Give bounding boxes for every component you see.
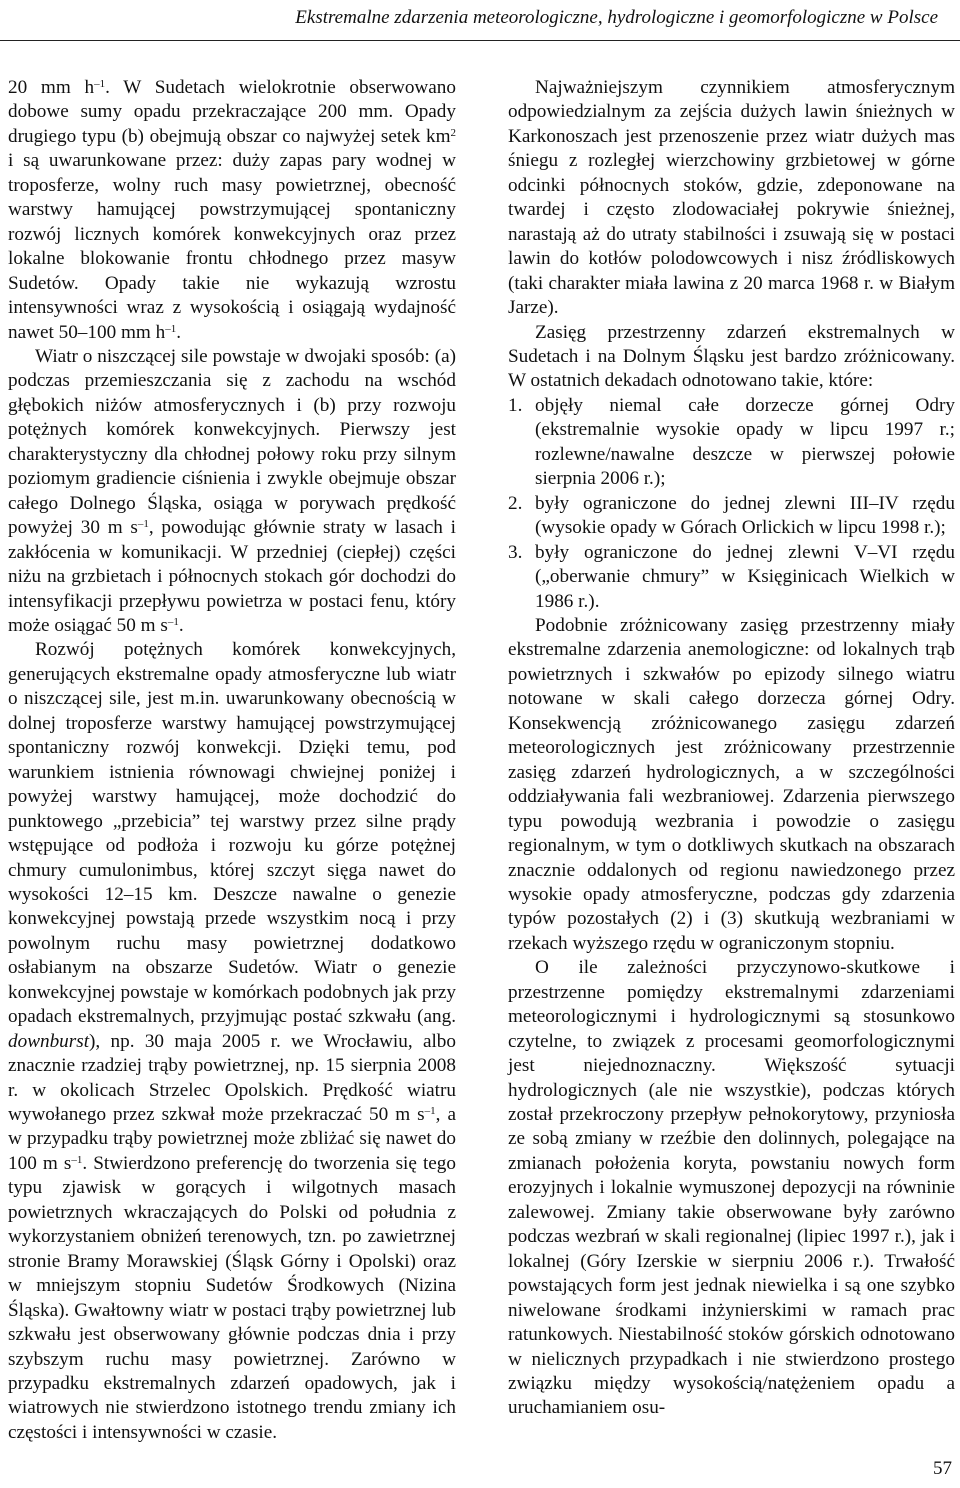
list-number: 1. <box>508 394 523 416</box>
text-run: . Stwierdzono preferencję do tworzenia się tego typu zjawisk w gorących i wilgotnych masach powietrznych wkraczających do Polski od południa z wykorzystaniem obniżeń terenowych, tzn. po zawietrznej stronie Bramy Morawskiej (Śląsk Górny i Opolski) oraz w mniejszym stopniu Sudetów Środkowych (Nizina Śląska). Gwałtowny wiatr w postaci trąby powietrznej lub szkwału jest obserwowany głównie podczas dnia i przy szybszym ruchu masy powietrznej. Zarówno w przypadku ekstremalnych zdarzeń opadowych, jak i wiatrowych nie stwierdzono istotnego trendu zmiany ich częstości i intensywności w czasie. <box>8 1152 456 1443</box>
list-text: objęły niemal całe dorzecze górnej Odry (ekstremalnie wysokie opady w lipcu 1997 r.; rozlewne/nawalne deszcze w pierwszej połowie sierpnia 2006 r.); <box>535 394 955 490</box>
right-column <box>508 76 955 1421</box>
text-run: . <box>178 614 184 636</box>
list-number: 3. <box>508 541 523 563</box>
superscript: –1 <box>137 518 149 531</box>
paragraph-2 <box>8 345 456 638</box>
paragraph-5: Zasięg przestrzenny zdarzeń ekstremalnych w Sudetach i na Dolnym Śląsku jest bardzo zróżnicowany. W ostatnich dekadach odnotowano takie, które: <box>508 321 955 392</box>
superscript: –1 <box>94 78 106 90</box>
list-item <box>508 492 955 541</box>
running-header: Ekstremalne zdarzenia meteorologiczne, hydrologiczne i geomorfologiczne w Polsce <box>295 7 938 28</box>
superscript: –1 <box>424 1105 436 1118</box>
paragraph-4: Najważniejszym czynnikiem atmosferycznym odpowiedzialnym za zejścia dużych lawin śnieżnych w Karkonoszach jest przenoszenie przez wiatr dużych mas śniegu z rozległej wierzchowiny grzbietowej w górne odcinki północnych stoków, gdzie, zdeponowane na twardej i często zlodowaciałej pokrywie śnieżnej, narastają aż do utraty stabilności i zsuwają się w postaci lawin do kotłów polodowcowych i nisz źródliskowych (taki charakter miała lawina z 20 marca 1968 r. w Białym Jarze). <box>508 77 955 319</box>
superscript: –1 <box>167 615 179 628</box>
text-run: . W Sudetach wielokrotnie obserwowano dobowe sumy opadu przekraczające 200 mm. Opady drugiego typu (b) obejmują obszar co najwyżej setek km <box>8 77 456 147</box>
paragraph-1 <box>8 76 456 345</box>
paragraph-3 <box>8 638 456 1445</box>
text-run: 20 mm h <box>8 77 95 98</box>
superscript: –1 <box>71 1153 83 1166</box>
text-run: , a w przypadku trąby powietrznej może zbliżać się nawet do 100 m s <box>8 1104 456 1174</box>
header-rule <box>0 40 960 41</box>
paragraph-7: O ile zależności przyczynowo-skutkowe i przestrzenne pomiędzy ekstremalnymi zdarzeniami meteorologicznymi i hydrologicznymi są stosunkowo czytelne, to związek z procesami geomorfologicznymi jest niejednoznaczny. Większość sytuacji hydrologicznych (ale nie wszystkie), podczas których został przekroczony przepływ pełnokorytowy, przyniosła ze sobą zmiany w rzeźbie den dolinnych, polegające na zmianach położenia koryta, powstaniu nowych form erozyjnych i lokalnie wymuszonej depozycji na równinie zalewowej. Zmiany takie obserwowane były zarówno podczas wezbrań w skali regionalnej (lipiec 1997 r.), jak i lokalnej (Góry Izerskie w sierpniu 2006 r.). Trwałość powstających form jest jednak niewielka i są one szybko niwelowane środkami inżynierskimi w ramach prac ratunkowych. Niestabilność stoków górskich odnotowano w nielicznych przypadkach i nie stwierdzono prostego związku między wysokością/natężeniem opadu a uruchamianiem osu- <box>508 957 955 1419</box>
list-text: były ograniczone do jednej zlewni III–IV rzędu (wysokie opady w Górach Orlickich w lipcu 1998 r.); <box>535 492 955 539</box>
text-run: Rozwój potężnych komórek konwekcyjnych, generujących ekstremalne opady atmosferyczne lub wiatr o niszczącej sile, jest m.in. uwarunkowany obecnością w dolnej troposferze warstwy hamującej powstrzymującej spontaniczny rozwój konwekcji. Dzięki temu, pod warunkiem istnienia równowagi chwiejnej poniżej i powyżej warstwy hamującej, może dochodzić do punktowego „przebicia” tej warstwy przez silne prądy wstępujące od podłoża i rozwoju ku górze potężnej chmury cumulonimbus, której szczyt sięga nawet do wysokości 12–15 km. Deszcze nawalne o genezie konwekcyjnej powstają przede wszystkim nocą i przy powolnym ruchu masy powietrznej dodatkowo osłabianym na obszarze Sudetów. Wiatr o genezie konwekcyjnej powstaje w komórkach podobnych jak przy opadach ekstremalnych, przyjmując postać szkwału (ang. <box>8 639 456 1028</box>
italic-term: downburst <box>8 1030 90 1052</box>
paragraph-6: Podobnie zróżnicowany zasięg przestrzenny miały ekstremalne zdarzenia anemologiczne: od lokalnych trąb powietrznych i szkwałów po epizody silnego wiatru notowane w skali całego dorzecza górnej Odry. Konsekwencją zróżnicowanego zasięgu zdarzeń meteorologicznych jest zróżnicowany przestrzennie zasięg zdarzeń hydrologicznych, a w szczególności oddziaływania fali wezbraniowej. Zdarzenia pierwszego typu powodują wezbrania i powodzie o zasięgu regionalnym, w tym o dotkliwych skutkach na obszarach znacznie oddalonych od regionu nawiedzonego przez wysokie opady atmosferyczne, podczas gdy zdarzenia typów pozostałych (2) i (3) skutkują wezbraniami w rzekach wyższego rzędu w ograniczonym stopniu. <box>508 614 955 954</box>
text-run: Wiatr o niszczącej sile powstaje w dwojaki sposób: (a) podczas przemieszczania się z zachodu na wschód głębokich niżów atmosferycznych i (b) przy rozwoju potężnych komórek konwekcyjnych. Pierwszy jest charakterystyczny dla chłodnej połowy roku przy silnym poziomym gradiencie ciśnienia i zwykle obejmuje obszar całego Dolnego Śląska, osiąga w porywach prędkość powyżej 30 m s <box>8 345 456 539</box>
superscript: 2 <box>450 126 456 139</box>
text-run: i są uwarunkowane przez: duży zapas pary wodnej w troposferze, wolny ruch masy powietrznej, obecność warstwy hamującej powstrzymującej spontaniczny rozwój licznych komórek konwekcyjnych oraz przez lokalne blokowanie frontu chłodnego przez masyw Sudetów. Opady takie nie wykazują wzrostu intensywności wraz z wysokością i osiągają wydajność nawet 50–100 mm h <box>8 150 456 343</box>
left-column <box>8 76 456 1445</box>
text-run: , powodując głównie straty w lasach i zakłócenia w komunikacji. W przedniej (ciepłej) części niżu na grzbietach i północnych stokach gór dochodzi do intensyfikacji przepływu powietrza w postaci fenu, który może osiągać 50 m s <box>8 517 456 636</box>
list-item <box>508 541 955 614</box>
superscript: –1 <box>165 322 177 335</box>
list-number: 2. <box>508 492 523 514</box>
list-text: były ograniczone do jednej zlewni V–VI rzędu („oberwanie chmury” w Księginicach Wielkich w 1986 r.). <box>535 541 955 612</box>
list-item <box>508 394 955 492</box>
numbered-list <box>508 394 955 614</box>
page-number: 57 <box>933 1458 952 1479</box>
text-run: ), np. 30 maja 2005 r. we Wrocławiu, albo znacznie rzadziej trąby powietrznej, np. 15 sierpnia 2008 r. w okolicach Strzelec Opolskich. Prędkość wiatru wywołanego przez szkwał może przekraczać 50 m s <box>8 1030 456 1126</box>
text-run: . <box>176 321 182 343</box>
